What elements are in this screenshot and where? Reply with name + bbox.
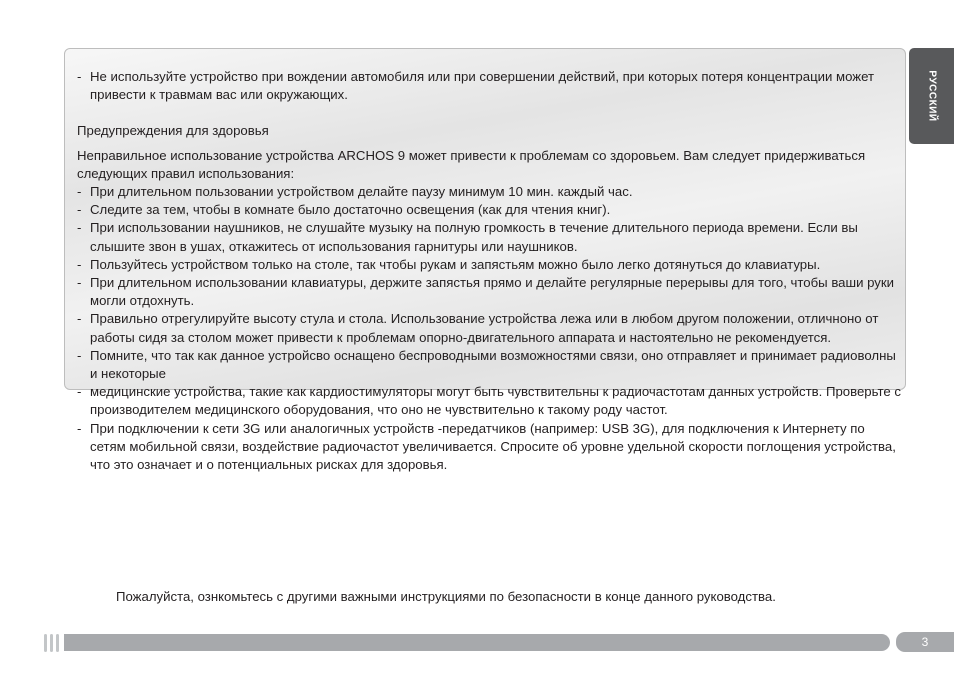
- footer-bar: [64, 634, 890, 651]
- page-number: 3: [896, 632, 954, 652]
- language-tab: [909, 48, 954, 144]
- list-item: - медицинские устройства, такие как кардиостимуляторы могут быть чувствительны к радиочастотам данных устройств. Проверьте с производителем медицинского оборудования, что оно не чувствительно к такому роду частот.: [77, 384, 901, 418]
- list-item: - При длительном использовании клавиатуры, держите запястья прямо и делайте регулярные перерывы для того, чтобы ваши руки могли отдохнуть.: [77, 275, 895, 309]
- list-item: - Пользуйтесь устройством только на столе, так чтобы рукам и запястьям можно было легко дотянуться до клавиатуры.: [77, 256, 821, 272]
- language-tab-label: РУССКИЙ: [926, 70, 937, 122]
- list-item: - Правильно отрегулируйте высоту стула и стола. Использование устройства лежа или в любом другом положении, отличноно от работы сидя за столом может привести к проблемам опорно-двигательного аппарата и настоятельно не рекомендуется.: [77, 311, 879, 345]
- intro-paragraph: Неправильное использование устройства ARCHOS 9 может привести к проблемам со здоровьем. Вам следует придерживаться следующих правил использования:: [77, 147, 866, 181]
- list-item: - При подключении к сети 3G или аналогичных устройств -передатчиков (например: USB 3G), для подключения к Интернету по сетям мобильной связи, воздействие радиочастот увеличивается. Спросите об уровне удельной скорости поглощения устройства, что это означает и о потенциальных рисках для здоровья.: [77, 420, 896, 473]
- body-text: [77, 68, 902, 474]
- list-item: - Не используйте устройство при вождении автомобиля или при совершении действий, при которых потеря концентрации может привести к травмам вас или окружающих.: [77, 69, 875, 103]
- list-item: - При длительном пользовании устройством делайте паузу минимум 10 мин. каждый час.: [77, 184, 633, 200]
- closing-note: Пожалуйста, ознкомьтесь с другими важными инструкциями по безопасности в конце данного руководства.: [116, 589, 776, 605]
- section-heading: Предупреждения для здоровья: [77, 123, 269, 139]
- list-item: - Помните, что так как данное устройсво оснащено беспроводными возможностями связи, оно отправляет и принимает радиоволны и некоторые: [77, 347, 896, 382]
- list-item: - Следите за тем, чтобы в комнате было достаточно освещения (как для чтения книг).: [77, 202, 611, 218]
- list-item: - При использовании наушников, не слушайте музыку на полную громкость в течение длительного периода времени. Если вы слышите звон в ушах, откажитесь от использования гарнитуры или наушников.: [77, 220, 858, 254]
- bullet-dash: -: [77, 69, 82, 84]
